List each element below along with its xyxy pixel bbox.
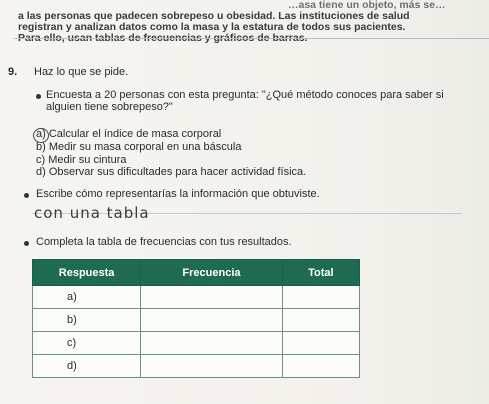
row-label: d) (33, 355, 141, 378)
table-row (33, 309, 360, 332)
row-label: b) (33, 309, 141, 332)
section-divider (14, 38, 489, 45)
task-2-text: Escribe cómo representarías la información que obtuviste. (36, 188, 320, 200)
frequency-table (32, 259, 360, 378)
header-total: Total (282, 260, 359, 286)
total-cell[interactable] (282, 332, 359, 355)
header-frecuencia: Frecuencia (141, 260, 283, 286)
table-row (33, 286, 360, 309)
bullet-icon (36, 94, 41, 99)
table-header-row (33, 260, 360, 286)
option-a: a) Calcular el índice de masa corporal (36, 128, 222, 140)
row-label: a) (33, 286, 141, 309)
frequency-cell[interactable] (141, 309, 283, 332)
total-cell[interactable] (282, 309, 359, 332)
table-row (33, 332, 360, 355)
survey-line-2: alguien tiene sobrepeso?" (46, 101, 173, 113)
question-text: Haz lo que se pide. (34, 66, 129, 78)
frequency-cell[interactable] (141, 355, 283, 378)
option-b: b) Medir su masa corporal en una báscula (36, 141, 242, 153)
row-label: c) (33, 332, 141, 355)
total-cell[interactable] (282, 355, 359, 378)
intro-line-3: registran y analizan datos como la masa y la estatura de todos sus pacientes. (18, 21, 406, 33)
frequency-cell[interactable] (141, 286, 283, 309)
option-c: c) Medir su cintura (36, 154, 127, 166)
option-d: d) Observar sus dificultades para hacer actividad física. (36, 166, 307, 178)
intro-line-4: Para ello, usan tablas de frecuencias y gráficos de barras. (18, 32, 308, 44)
bullet-icon (24, 241, 29, 246)
header-respuesta: Respuesta (33, 260, 141, 286)
task-3-text: Completa la tabla de frecuencias con tus resultados. (36, 236, 292, 248)
survey-line-1: Encuesta a 20 personas con esta pregunta: "¿Qué método conoces para saber si (46, 89, 444, 101)
question-number: 9. (8, 66, 18, 78)
frequency-cell[interactable] (141, 332, 283, 355)
intro-line-1: …asa tiene un objeto, más se… (288, 0, 446, 11)
bullet-icon (24, 193, 29, 198)
table-row (33, 355, 360, 378)
total-cell[interactable] (282, 286, 359, 309)
handwritten-answer: con una tabla (34, 204, 150, 222)
intro-line-2: a las personas que padecen sobrepeso u obesidad. Las instituciones de salud (18, 10, 410, 22)
